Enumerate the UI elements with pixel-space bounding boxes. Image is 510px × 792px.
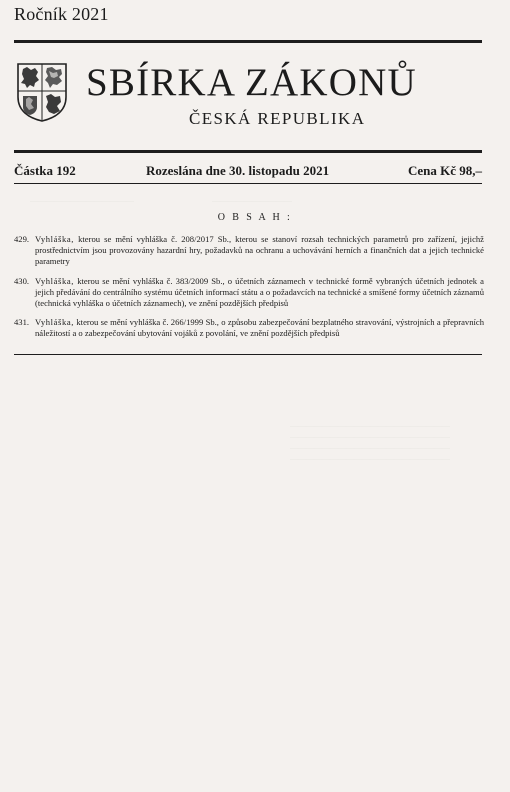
volume-year: Ročník 2021 [14,4,109,24]
publication-title: SBÍRKA ZÁKONŮ [86,61,417,104]
info-rule [14,183,482,184]
contents-list [14,234,484,348]
issue-price: Cena Kč 98,– [407,163,482,178]
item-number: 431. [14,317,30,328]
list-item [14,317,484,339]
list-item [14,276,484,310]
item-description: kterou se mění vyhláška č. 208/2017 Sb., kterou se stanoví rozsah technických parametrů pro zařízení, jejichž prostřednictvím jsou provozovány hazardní hry, požadavků na ochranu a uchovávání herních a finančních dat a jejich technické parametry [35,234,484,267]
top-rule [14,40,482,43]
item-description: kterou se mění vyhláška č. 266/1999 Sb., o způsobu zabezpečování bezplatného stravování, výstrojních a přepravních náležitostí a o zabezpečování ubytování vojáků z povolání, ve znění pozdějších předpisů [35,317,484,339]
item-type: Vyhláška, [35,275,75,286]
document-page: Ročník 2021 SBÍRKA ZÁKONŮ ČESKÁ REPUBLIKA Částka 192 Rozeslána dne 30. listopadu 2021 Cena Kč 98,– ————————————— —————————— ———————————————————— ———————————————————— ———————————————————— ———————————————————— O B S A H : 429. Vyhláška, kterou se mění vyhláška č. 208/2017 Sb., kterou se stanoví rozsah technických parametrů pro zařízení, jejichž prostřednictvím jsou provozovány hazardní hry, požadavků na ochranu a uchovávání herních a finančních dat a jejich technické parametry 430. Vyhláška, kterou se mění vyhláška č. 383/2009 Sb., o účetních záznamech v technické formě vybraných účetních jednotek a jejich předávání do centrálního systému účetních informací státu a o požadavcích na technické a smíšené formy účetních záznamů (technická vyhláška o účetních záznamech), ve znění pozdějších předpisů 431. Vyhláška, kterou se mění vyhláška č. 266/1999 Sb., o způsobu zabezpečování bezplatného stravování, výstrojních a přepravních náležitostí a o zabezpečování ubytování vojáků z povolání, ve znění pozdějších předpisů [0,0,510,792]
issue-number: Částka 192 [14,163,76,178]
publication-subtitle: ČESKÁ REPUBLIKA [189,109,366,128]
sent-date: Rozeslána dne 30. listopadu 2021 [146,163,330,178]
item-type: Vyhláška, [35,234,75,244]
list-item [14,234,484,268]
item-description: kterou se mění vyhláška č. 383/2009 Sb., o účetních záznamech v technické formě vybraných účetních jednotek a jejich předávání do centrálního systému účetních informací státu a o požadavcích na technické a smíšené formy účetních záznamů (technická vyhláška o účetních záznamech), ve znění pozdějších předpisů [35,275,484,309]
header-rule [14,150,482,153]
item-number: 430. [14,275,30,286]
item-type: Vyhláška, [35,317,75,328]
contents-heading: O B S A H : [217,212,293,223]
item-number: 429. [14,234,30,244]
contents-bottom-rule [14,354,482,355]
state-emblem-icon [15,61,69,123]
